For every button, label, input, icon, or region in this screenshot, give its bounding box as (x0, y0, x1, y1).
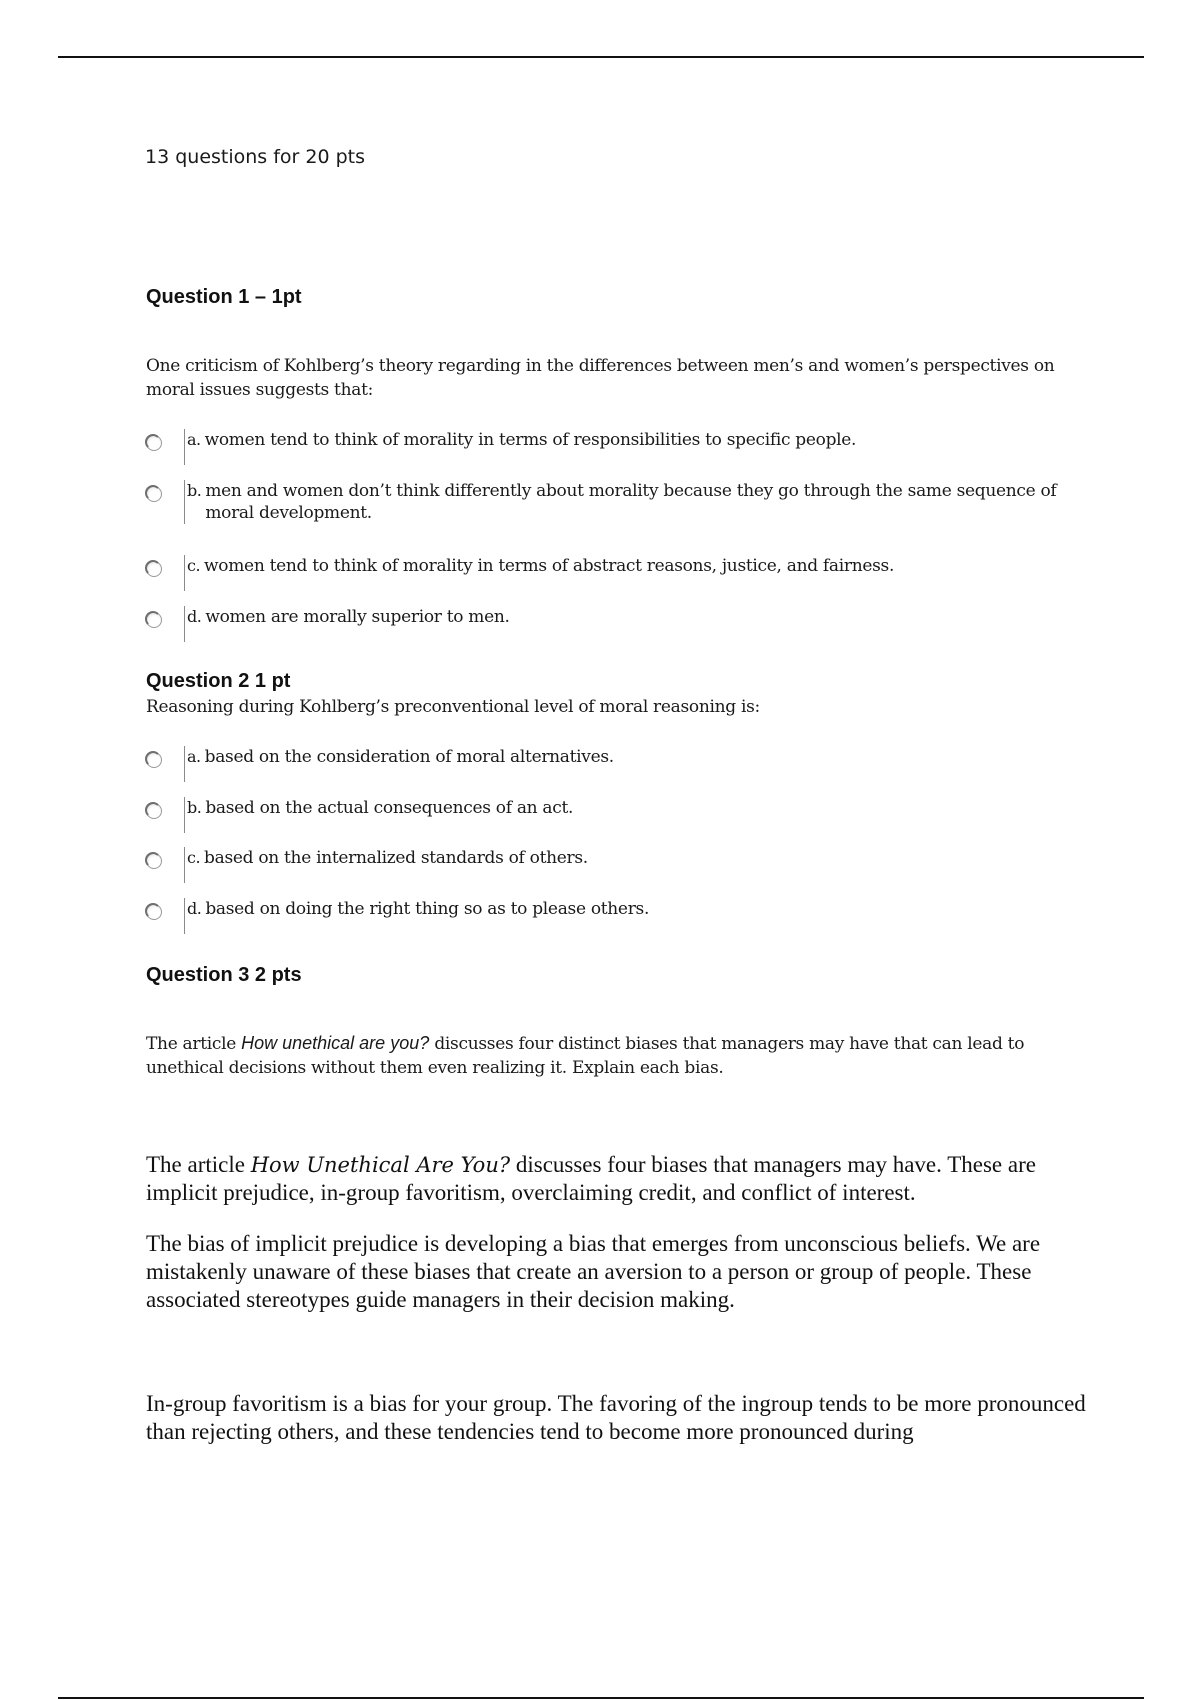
question-2-option-b[interactable] (146, 797, 1086, 833)
option-label (184, 429, 856, 465)
answer-paragraph-3: In-group favoritism is a bias for your group. The favoring of the ingroup tends to be more pronounced than rejecting others, and these tendencies tend to become more pronounced during (146, 1391, 1086, 1444)
top-divider (58, 56, 1144, 58)
radio-button[interactable] (146, 561, 162, 577)
option-letter: c. (187, 556, 201, 575)
option-text: based on doing the right thing so as to please others. (205, 899, 650, 919)
quiz-summary: 13 questions for 20 pts (145, 146, 366, 168)
question-1-option-d[interactable] (146, 606, 1086, 642)
option-letter: c. (187, 848, 201, 867)
question-2-option-a[interactable] (146, 746, 1086, 782)
prompt-text: The article (146, 1034, 242, 1054)
answer-text: discusses four biases that managers may have. These are implicit prejudice, in-group favoritism, overclaiming credit, and conflict of interest. (146, 1152, 1036, 1205)
option-text: based on the actual consequences of an act. (205, 798, 574, 818)
answer-paragraph-1 (146, 1151, 1106, 1207)
answer-paragraph-2: The bias of implicit prejudice is developing a bias that emerges from unconscious beliefs. We are mistakenly unaware of these biases that create an aversion to a person or group of people. These associated stereotypes guide managers in their decision making. (146, 1231, 1041, 1312)
option-label (184, 606, 510, 642)
option-text: women tend to think of morality in terms of abstract reasons, justice, and fairness. (204, 556, 895, 576)
radio-button[interactable] (146, 612, 162, 628)
option-letter: b. (187, 481, 202, 500)
radio-button[interactable] (146, 803, 162, 819)
question-2-prompt: Reasoning during Kohlberg’s preconventional level of moral reasoning is: (146, 697, 760, 717)
option-letter: a. (187, 430, 201, 449)
question-3-title: Question 3 2 pts (146, 964, 302, 986)
option-text: based on the internalized standards of others. (204, 848, 588, 868)
option-label (184, 555, 894, 591)
option-text: based on the consideration of moral alternatives. (204, 747, 614, 767)
question-1-title: Question 1 – 1pt (146, 286, 302, 308)
question-3-prompt (146, 1031, 1086, 1080)
question-2-title: Question 2 1 pt (146, 670, 291, 692)
option-letter: d. (187, 899, 202, 918)
question-1-option-c[interactable] (146, 555, 1086, 591)
option-letter: a. (187, 747, 201, 766)
question-2-option-c[interactable] (146, 847, 1086, 883)
option-label (184, 480, 1086, 524)
bottom-divider (58, 1697, 1144, 1699)
question-2-option-d[interactable] (146, 898, 1086, 934)
option-text: women tend to think of morality in terms of responsibilities to specific people. (204, 430, 857, 450)
option-letter: d. (187, 607, 202, 626)
question-1-option-a[interactable] (146, 429, 1086, 465)
radio-button[interactable] (146, 853, 162, 869)
question-1-option-b[interactable] (146, 480, 1086, 524)
option-label (184, 746, 614, 782)
option-label (184, 898, 649, 934)
radio-button[interactable] (146, 752, 162, 768)
option-label (184, 847, 588, 883)
article-title: How unethical are you? (241, 1033, 430, 1053)
prompt-text: discusses four distinct biases that managers may have that can lead to unethical decisions without them even realizing it. Explain each bias. (146, 1034, 1025, 1078)
article-title: How Unethical Are You? (250, 1153, 511, 1177)
radio-button[interactable] (146, 486, 162, 502)
option-text: women are morally superior to men. (205, 607, 510, 627)
answer-text: The article (146, 1152, 251, 1177)
option-letter: b. (187, 798, 202, 817)
option-label (184, 797, 573, 833)
option-text: men and women don’t think differently about morality because they go through the same sequence of moral development. (205, 481, 1057, 523)
radio-button[interactable] (146, 435, 162, 451)
radio-button[interactable] (146, 904, 162, 920)
question-1-prompt: One criticism of Kohlberg’s theory regarding in the differences between men’s and women’s perspectives on moral issues suggests that: (146, 356, 1055, 400)
